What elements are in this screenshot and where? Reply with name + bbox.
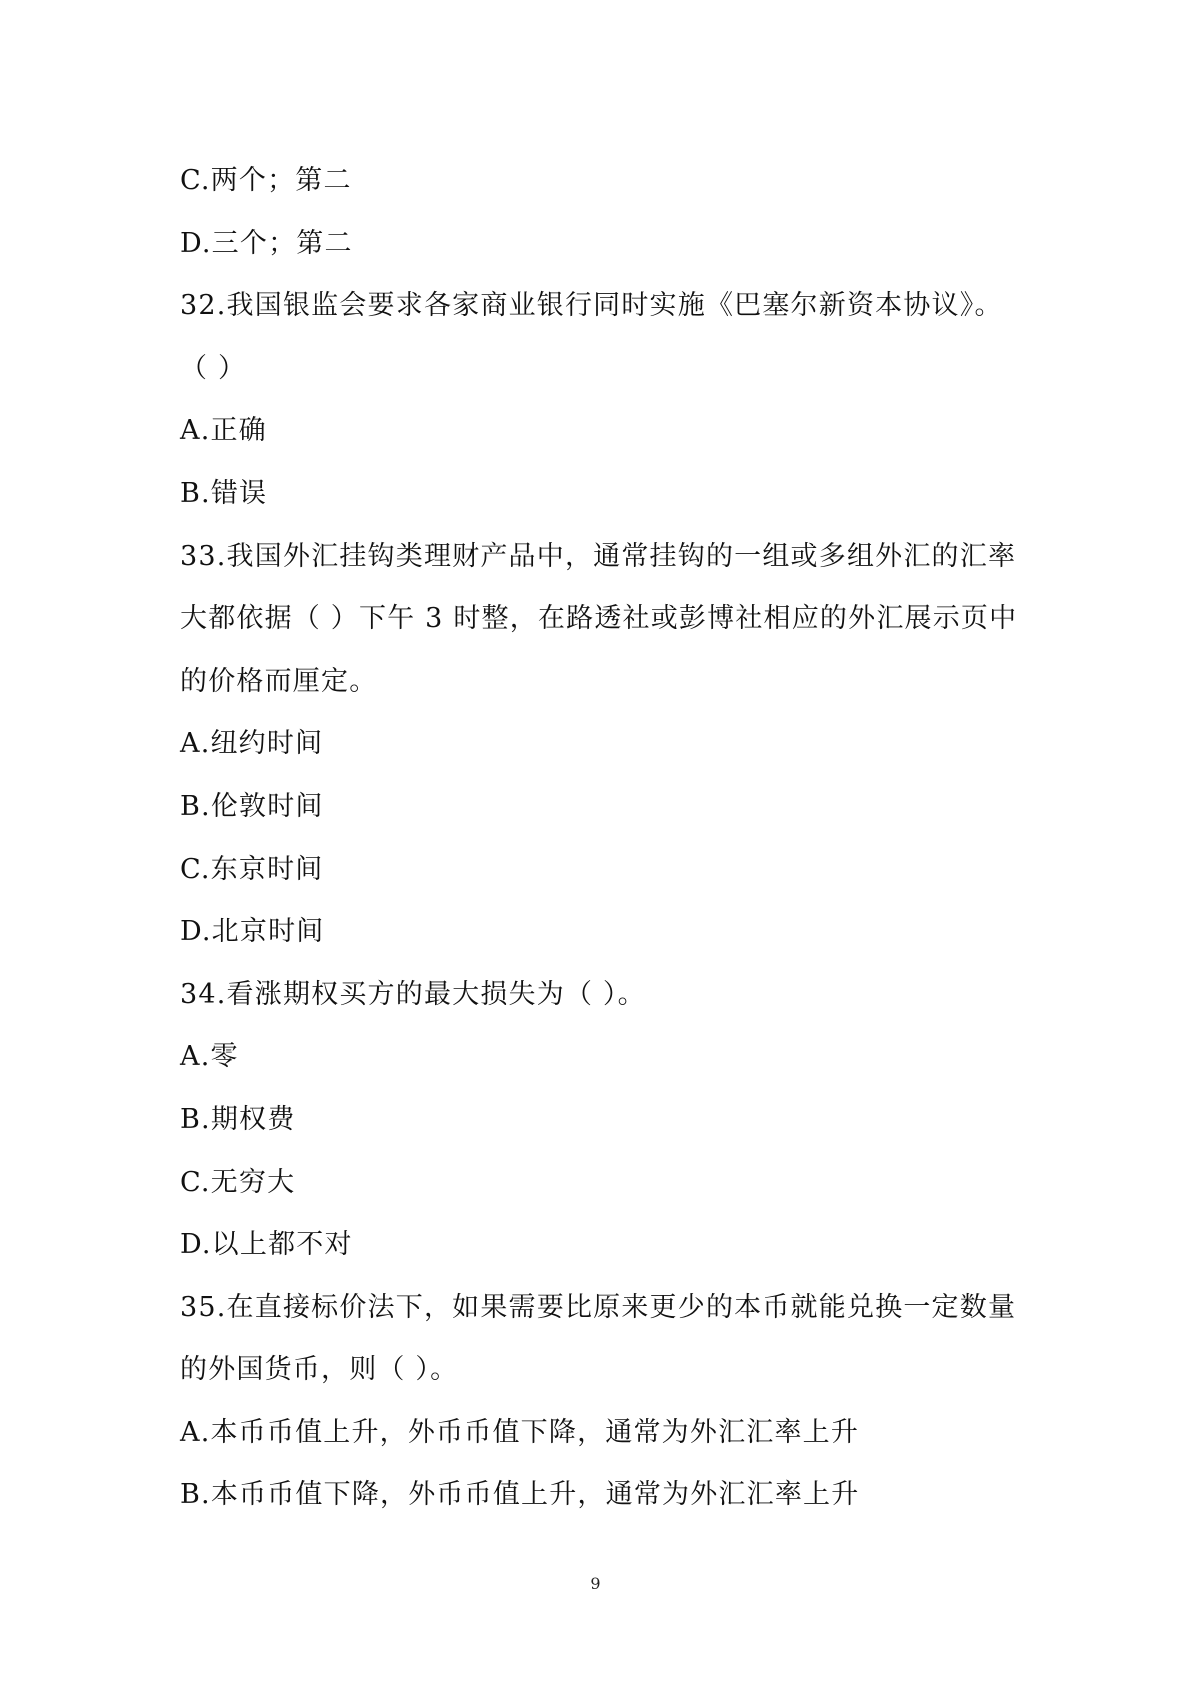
q35-option-b: B.本币币值下降，外币币值上升，通常为外汇汇率上升 bbox=[180, 1479, 860, 1511]
q34-option-c: C.无穷大 bbox=[180, 1166, 296, 1198]
q32-option-a: A.正确 bbox=[180, 415, 267, 447]
q34-option-b: B.期权费 bbox=[180, 1103, 296, 1135]
q33-option-a: A.纽约时间 bbox=[180, 728, 324, 760]
q33-stem-line-1: 33.我国外汇挂钩类理财产品中，通常挂钩的一组或多组外汇的汇率 bbox=[180, 540, 1017, 572]
q31-option-c: C.两个；第二 bbox=[180, 165, 352, 196]
q35-option-a: A.本币币值上升，外币币值下降，通常为外汇汇率上升 bbox=[180, 1416, 860, 1448]
q33-stem-line-3: 的价格而厘定。 bbox=[180, 665, 378, 697]
q33-option-b: B.伦敦时间 bbox=[180, 790, 324, 822]
page-number: 9 bbox=[590, 1574, 601, 1593]
q32-stem-line-2: （ ） bbox=[180, 352, 247, 384]
q33-option-d: D.北京时间 bbox=[180, 916, 325, 948]
q34-option-d: D.以上都不对 bbox=[180, 1229, 353, 1261]
q35-stem-line-1: 35.在直接标价法下，如果需要比原来更少的本币就能兑换一定数量 bbox=[180, 1291, 1017, 1323]
q32-option-b: B.错误 bbox=[180, 477, 268, 509]
q34-stem: 34.看涨期权买方的最大损失为（ ）。 bbox=[180, 978, 646, 1010]
q33-option-c: C.东京时间 bbox=[180, 853, 324, 885]
q33-stem-line-2: 大都依据（ ）下午 3 时整，在路透社或彭博社相应的外汇展示页中 bbox=[180, 603, 1018, 635]
q34-option-a: A.零 bbox=[180, 1041, 239, 1073]
question-text-block bbox=[180, 150, 1020, 1527]
q31-option-d: D.三个；第二 bbox=[180, 227, 353, 259]
q32-stem-line-1: 32.我国银监会要求各家商业银行同时实施《巴塞尔新资本协议》。 bbox=[180, 290, 1003, 322]
q35-stem-line-2: 的外国货币，则（ ）。 bbox=[180, 1354, 459, 1386]
